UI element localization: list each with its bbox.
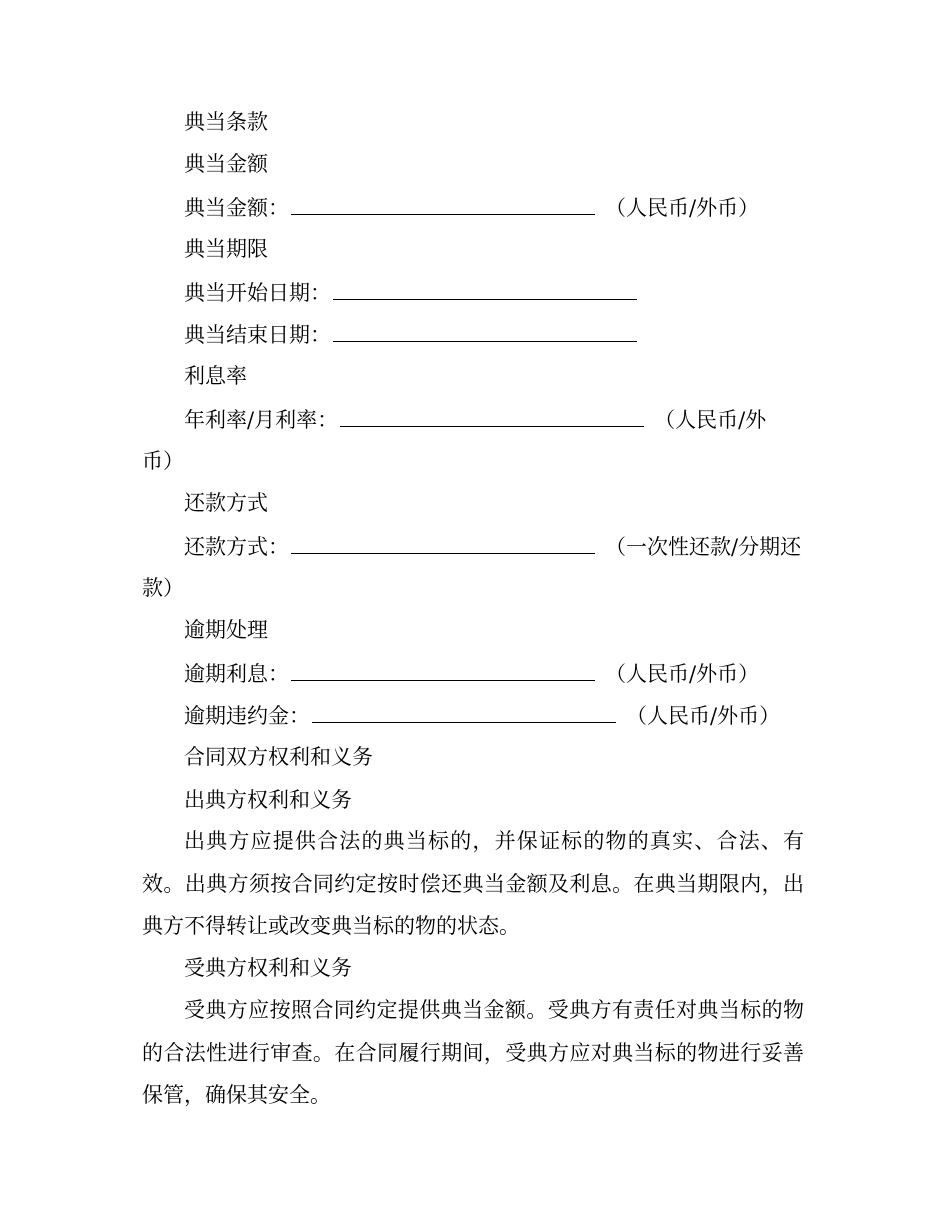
repayment-blank[interactable] — [291, 525, 595, 554]
overdue-interest-suffix: （人民币/外币） — [605, 662, 760, 686]
overdue-interest-label: 逾期利息： — [184, 662, 289, 686]
start-date-label: 典当开始日期： — [184, 281, 331, 305]
overdue-penalty-blank[interactable] — [312, 694, 616, 723]
pawnee-paragraph: 受典方应按照合同约定提供典当金额。受典方有责任对典当标的物的合法性进行审查。在合同履行期间，受典方应对典当标的物进行妥善保管，确保其安全。 — [142, 998, 804, 1107]
heading-rights-obligations: 合同双方权利和义务 — [184, 745, 373, 769]
row-overdue-penalty — [142, 694, 854, 737]
pawn-amount-label: 典当金额： — [184, 196, 289, 220]
pawner-paragraph: 出典方应提供合法的典当标的，并保证标的物的真实、合法、有效。出典方须按合同约定按时偿还典当金额及利息。在典当期限内，出典方不得转让或改变典当标的物的状态。 — [142, 829, 804, 938]
overdue-penalty-suffix: （人民币/外币） — [626, 704, 781, 728]
repayment-suffix: （一次性还款/分期还 — [605, 535, 802, 559]
overdue-interest-blank[interactable] — [291, 652, 595, 681]
heading-pawn-period: 典当期限 — [184, 237, 268, 261]
heading-pawnee: 受典方权利和义务 — [184, 956, 352, 980]
end-date-label: 典当结束日期： — [184, 323, 331, 347]
row-start-date — [142, 271, 854, 314]
row-repayment — [142, 525, 854, 568]
overdue-penalty-label: 逾期违约金： — [184, 704, 310, 728]
row-interest-rate — [142, 398, 854, 441]
interest-rate-blank[interactable] — [340, 398, 644, 427]
heading-pawn-amount: 典当金额 — [184, 152, 268, 176]
end-date-blank[interactable] — [333, 313, 637, 342]
start-date-blank[interactable] — [333, 271, 637, 300]
row-end-date — [142, 313, 854, 356]
repayment-label: 还款方式： — [184, 535, 289, 559]
heading-overdue: 逾期处理 — [184, 618, 268, 642]
row-overdue-interest — [142, 652, 854, 695]
row-pawn-amount — [142, 186, 854, 229]
pawn-amount-suffix: （人民币/外币） — [605, 196, 760, 220]
heading-pawner: 出典方权利和义务 — [184, 788, 352, 812]
heading-pawn-terms: 典当条款 — [184, 110, 268, 134]
heading-interest-rate: 利息率 — [184, 364, 247, 388]
interest-rate-label: 年利率/月利率： — [184, 408, 339, 432]
heading-repayment: 还款方式 — [184, 491, 268, 515]
repayment-suffix-wrap: 款） — [142, 576, 184, 600]
interest-rate-suffix: （人民币/外 — [654, 408, 767, 432]
pawn-amount-blank[interactable] — [291, 186, 595, 215]
interest-rate-suffix-wrap: 币） — [142, 449, 184, 473]
